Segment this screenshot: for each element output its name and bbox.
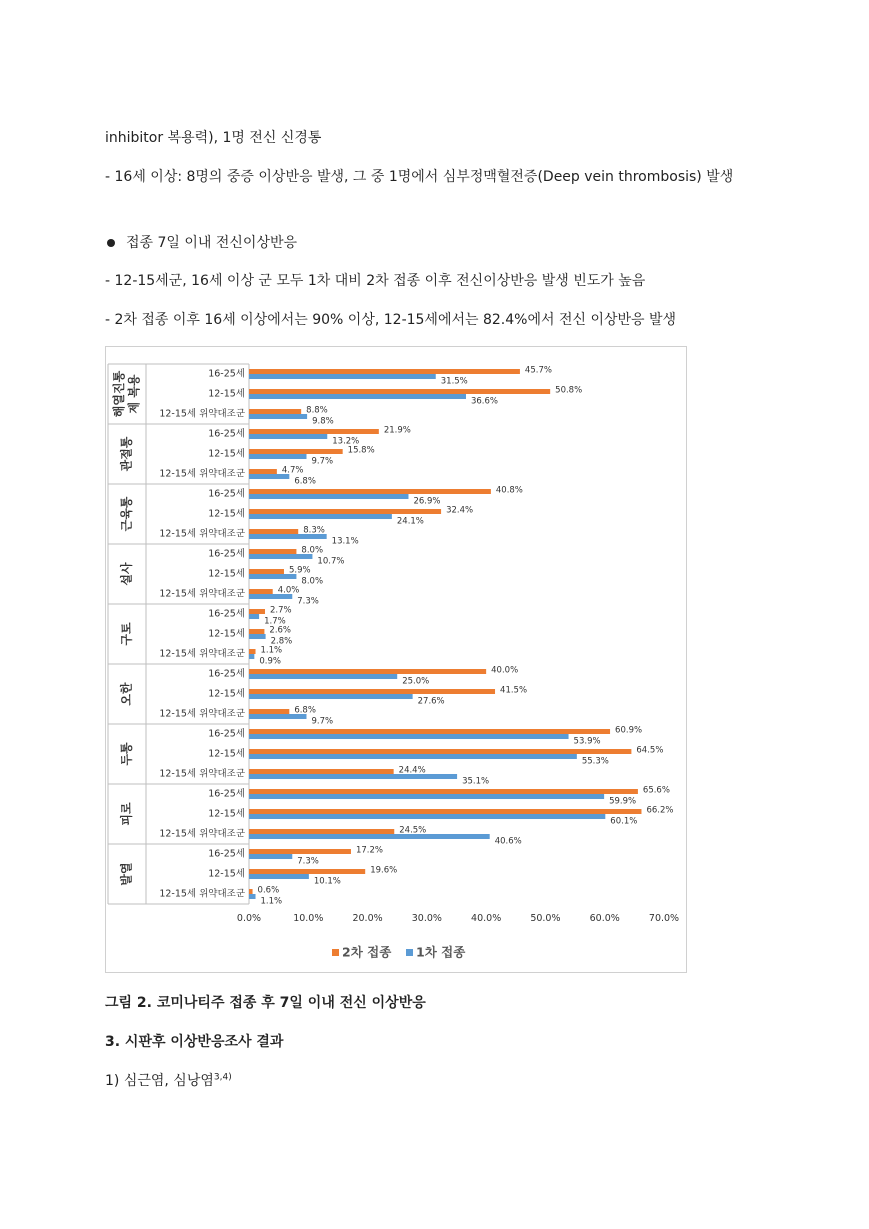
bar-dose2 bbox=[249, 509, 441, 514]
data-label-dose1: 9.8% bbox=[312, 416, 334, 427]
data-label-dose2: 2.7% bbox=[270, 605, 292, 616]
row-label: 12-15세 bbox=[208, 388, 245, 400]
bar-dose2 bbox=[249, 409, 301, 414]
data-label-dose2: 65.6% bbox=[642, 785, 670, 796]
row-label: 12-15세 위약대조군 bbox=[159, 768, 245, 780]
bar-dose2 bbox=[249, 629, 264, 634]
row-label: 12-15세 위약대조군 bbox=[159, 408, 245, 420]
row-label: 12-15세 bbox=[208, 688, 245, 700]
row-label: 12-15세 위약대조군 bbox=[159, 588, 245, 600]
bar-dose1 bbox=[249, 774, 457, 779]
bar-dose1 bbox=[249, 794, 604, 799]
group-label: 피로 bbox=[119, 802, 134, 826]
data-label-dose2: 60.9% bbox=[615, 725, 643, 736]
bar-dose2 bbox=[249, 669, 486, 674]
group-label: 근육통 bbox=[119, 496, 134, 532]
data-label-dose2: 50.8% bbox=[555, 385, 583, 396]
row-label: 12-15세 위약대조군 bbox=[159, 828, 245, 840]
bar-dose1 bbox=[249, 454, 307, 459]
data-label-dose2: 8.8% bbox=[306, 405, 328, 416]
x-tick-label: 30.0% bbox=[411, 913, 442, 924]
data-label-dose1: 59.9% bbox=[609, 796, 637, 807]
bar-dose2 bbox=[249, 549, 296, 554]
bar-dose1 bbox=[249, 394, 466, 399]
data-label-dose2: 24.5% bbox=[399, 825, 427, 836]
bar-dose2 bbox=[249, 469, 277, 474]
data-label-dose2: 2.6% bbox=[269, 625, 292, 636]
list-item-1 bbox=[105, 1070, 767, 1092]
bar-dose2 bbox=[249, 789, 638, 794]
data-label-dose1: 25.0% bbox=[402, 676, 430, 687]
bar-dose2 bbox=[249, 869, 365, 874]
x-tick-label: 40.0% bbox=[471, 913, 502, 924]
chart-frame bbox=[105, 346, 687, 973]
bar-dose2 bbox=[249, 489, 491, 494]
data-label-dose1: 0.9% bbox=[259, 656, 281, 667]
legend-label-dose2: 2차 접종 bbox=[342, 944, 392, 960]
group-label: 두통 bbox=[119, 742, 134, 766]
bar-dose2 bbox=[249, 689, 495, 694]
data-label-dose2: 21.9% bbox=[383, 425, 411, 436]
row-label: 12-15세 bbox=[208, 448, 245, 460]
body-line-1: inhibitor 복용력), 1명 전신 신경통 bbox=[105, 130, 322, 146]
row-label: 12-15세 위약대조군 bbox=[159, 648, 245, 660]
data-label-dose2: 19.6% bbox=[370, 865, 398, 876]
x-tick-label: 70.0% bbox=[648, 913, 680, 924]
row-label: 16-25세 bbox=[208, 608, 245, 620]
data-label-dose2: 64.5% bbox=[636, 745, 664, 756]
bar-dose2 bbox=[249, 829, 394, 834]
data-label-dose1: 40.6% bbox=[494, 836, 522, 847]
x-tick-label: 50.0% bbox=[530, 913, 561, 924]
bar-dose2 bbox=[249, 709, 289, 714]
bar-dose1 bbox=[249, 374, 436, 379]
data-label-dose1: 10.1% bbox=[313, 876, 341, 887]
data-label-dose1: 60.1% bbox=[610, 816, 638, 827]
row-label: 16-25세 bbox=[208, 668, 245, 680]
bar-dose1 bbox=[249, 814, 605, 819]
bar-dose1 bbox=[249, 514, 392, 519]
data-label-dose1: 27.6% bbox=[417, 696, 445, 707]
data-label-dose1: 7.3% bbox=[297, 856, 319, 867]
row-label: 16-25세 bbox=[208, 728, 245, 740]
data-label-dose1: 8.0% bbox=[301, 576, 324, 587]
row-label: 12-15세 bbox=[208, 508, 245, 520]
bar-dose2 bbox=[249, 589, 273, 594]
bar-dose2 bbox=[249, 889, 253, 894]
data-label-dose1: 13.2% bbox=[332, 436, 360, 447]
body-line-3: - 12-15세군, 16세 이상 군 모두 1차 대비 2차 접종 이후 전신이상반응 발생 빈도가 높음 bbox=[105, 273, 646, 289]
legend-label-dose1: 1차 접종 bbox=[416, 944, 466, 960]
list-item-1-text: 1) 심근염, 심낭염 bbox=[105, 1073, 214, 1089]
x-tick-label: 60.0% bbox=[589, 913, 620, 924]
bullet-dot-icon bbox=[107, 239, 115, 247]
row-label: 12-15세 위약대조군 bbox=[159, 528, 245, 540]
bar-dose1 bbox=[249, 854, 292, 859]
bar-dose1 bbox=[249, 754, 577, 759]
bar-dose1 bbox=[249, 414, 307, 419]
bar-dose2 bbox=[249, 649, 256, 654]
data-label-dose1: 9.7% bbox=[311, 456, 334, 467]
data-label-dose1: 26.9% bbox=[413, 496, 441, 507]
data-label-dose1: 13.1% bbox=[331, 536, 359, 547]
bar-dose1 bbox=[249, 494, 408, 499]
bar-dose2 bbox=[249, 429, 379, 434]
legend-swatch-dose1 bbox=[406, 949, 413, 956]
x-tick-label: 20.0% bbox=[352, 913, 383, 924]
data-label-dose1: 1.7% bbox=[264, 616, 286, 627]
bar-dose2 bbox=[249, 609, 265, 614]
row-label: 16-25세 bbox=[208, 848, 245, 860]
group-label: 발열 bbox=[119, 862, 134, 886]
legend-swatch-dose2 bbox=[332, 949, 339, 956]
list-item-1-citation: 3,4) bbox=[213, 1072, 232, 1083]
data-label-dose1: 55.3% bbox=[581, 756, 609, 767]
row-label: 16-25세 bbox=[208, 428, 245, 440]
row-label: 12-15세 위약대조군 bbox=[159, 888, 245, 900]
data-label-dose2: 4.7% bbox=[281, 465, 304, 476]
body-line-4: - 2차 접종 이후 16세 이상에서는 90% 이상, 12-15세에서는 82.4%에서 전신 이상반응 발생 bbox=[105, 312, 677, 328]
data-label-dose2: 8.0% bbox=[301, 545, 324, 556]
data-label-dose1: 35.1% bbox=[462, 776, 490, 787]
row-label: 12-15세 bbox=[208, 868, 245, 880]
bar-dose2 bbox=[249, 749, 631, 754]
bar-dose2 bbox=[249, 569, 284, 574]
x-tick-label: 10.0% bbox=[293, 913, 324, 924]
bar-dose1 bbox=[249, 634, 266, 639]
data-label-dose1: 24.1% bbox=[396, 516, 424, 527]
bar-dose1 bbox=[249, 614, 259, 619]
data-label-dose2: 40.0% bbox=[491, 665, 519, 676]
body-line-2: - 16세 이상: 8명의 중증 이상반응 발생, 그 중 1명에서 심부정맥혈전증(Deep vein thrombosis) 발생 bbox=[105, 169, 734, 185]
bar-dose2 bbox=[249, 529, 298, 534]
group-label: 관절통 bbox=[119, 436, 134, 472]
bar-dose2 bbox=[249, 809, 641, 814]
row-label: 12-15세 bbox=[208, 628, 245, 640]
bar-dose1 bbox=[249, 434, 327, 439]
bullet-heading: 접종 7일 이내 전신이상반응 bbox=[126, 235, 298, 251]
data-label-dose1: 6.8% bbox=[294, 476, 316, 487]
row-label: 16-25세 bbox=[208, 548, 245, 560]
row-label: 12-15세 위약대조군 bbox=[159, 708, 245, 720]
data-label-dose2: 66.2% bbox=[646, 805, 674, 816]
data-label-dose1: 9.7% bbox=[311, 716, 334, 727]
data-label-dose2: 24.4% bbox=[398, 765, 426, 776]
data-label-dose1: 31.5% bbox=[440, 376, 468, 387]
data-label-dose2: 8.3% bbox=[303, 525, 325, 536]
data-label-dose1: 7.3% bbox=[297, 596, 319, 607]
data-label-dose2: 0.6% bbox=[257, 885, 280, 896]
bar-dose1 bbox=[249, 834, 490, 839]
row-label: 16-25세 bbox=[208, 368, 245, 380]
bar-dose2 bbox=[249, 369, 520, 374]
data-label-dose1: 10.7% bbox=[317, 556, 345, 567]
row-label: 16-25세 bbox=[208, 488, 245, 500]
bar-dose2 bbox=[249, 769, 394, 774]
row-label: 12-15세 위약대조군 bbox=[159, 468, 245, 480]
systemic-reactions-bar-chart bbox=[106, 347, 686, 972]
bar-dose1 bbox=[249, 894, 256, 899]
group-label: 오한 bbox=[119, 682, 134, 706]
row-label: 12-15세 bbox=[208, 568, 245, 580]
group-label: 구토 bbox=[119, 622, 134, 646]
bar-dose1 bbox=[249, 874, 309, 879]
data-label-dose1: 1.1% bbox=[260, 896, 283, 907]
data-label-dose1: 53.9% bbox=[573, 736, 601, 747]
row-label: 12-15세 bbox=[208, 748, 245, 760]
group-label: 설사 bbox=[119, 562, 134, 586]
bar-dose1 bbox=[249, 674, 397, 679]
data-label-dose1: 2.8% bbox=[270, 636, 293, 647]
row-label: 12-15세 bbox=[208, 808, 245, 820]
bar-dose2 bbox=[249, 729, 610, 734]
group-label: 해열진통 bbox=[112, 370, 126, 418]
data-label-dose2: 17.2% bbox=[355, 845, 383, 856]
data-label-dose2: 45.7% bbox=[524, 365, 552, 376]
group-label: 제 복용 bbox=[127, 374, 141, 414]
row-label: 16-25세 bbox=[208, 788, 245, 800]
data-label-dose2: 40.8% bbox=[495, 485, 523, 496]
bar-dose1 bbox=[249, 654, 254, 659]
data-label-dose2: 1.1% bbox=[260, 645, 283, 656]
data-label-dose2: 5.9% bbox=[288, 565, 311, 576]
bar-dose2 bbox=[249, 849, 351, 854]
data-label-dose2: 15.8% bbox=[347, 445, 375, 456]
bar-dose2 bbox=[249, 389, 550, 394]
x-tick-label: 0.0% bbox=[236, 913, 262, 924]
section-heading: 3. 시판후 이상반응조사 결과 bbox=[105, 1034, 284, 1050]
bar-dose2 bbox=[249, 449, 343, 454]
bar-dose1 bbox=[249, 734, 569, 739]
data-label-dose2: 4.0% bbox=[277, 585, 300, 596]
data-label-dose2: 32.4% bbox=[446, 505, 474, 516]
bar-dose1 bbox=[249, 694, 413, 699]
figure-caption: 그림 2. 코미나티주 접종 후 7일 이내 전신 이상반응 bbox=[105, 995, 426, 1011]
data-label-dose2: 41.5% bbox=[500, 685, 528, 696]
data-label-dose2: 6.8% bbox=[294, 705, 316, 716]
data-label-dose1: 36.6% bbox=[470, 396, 499, 407]
